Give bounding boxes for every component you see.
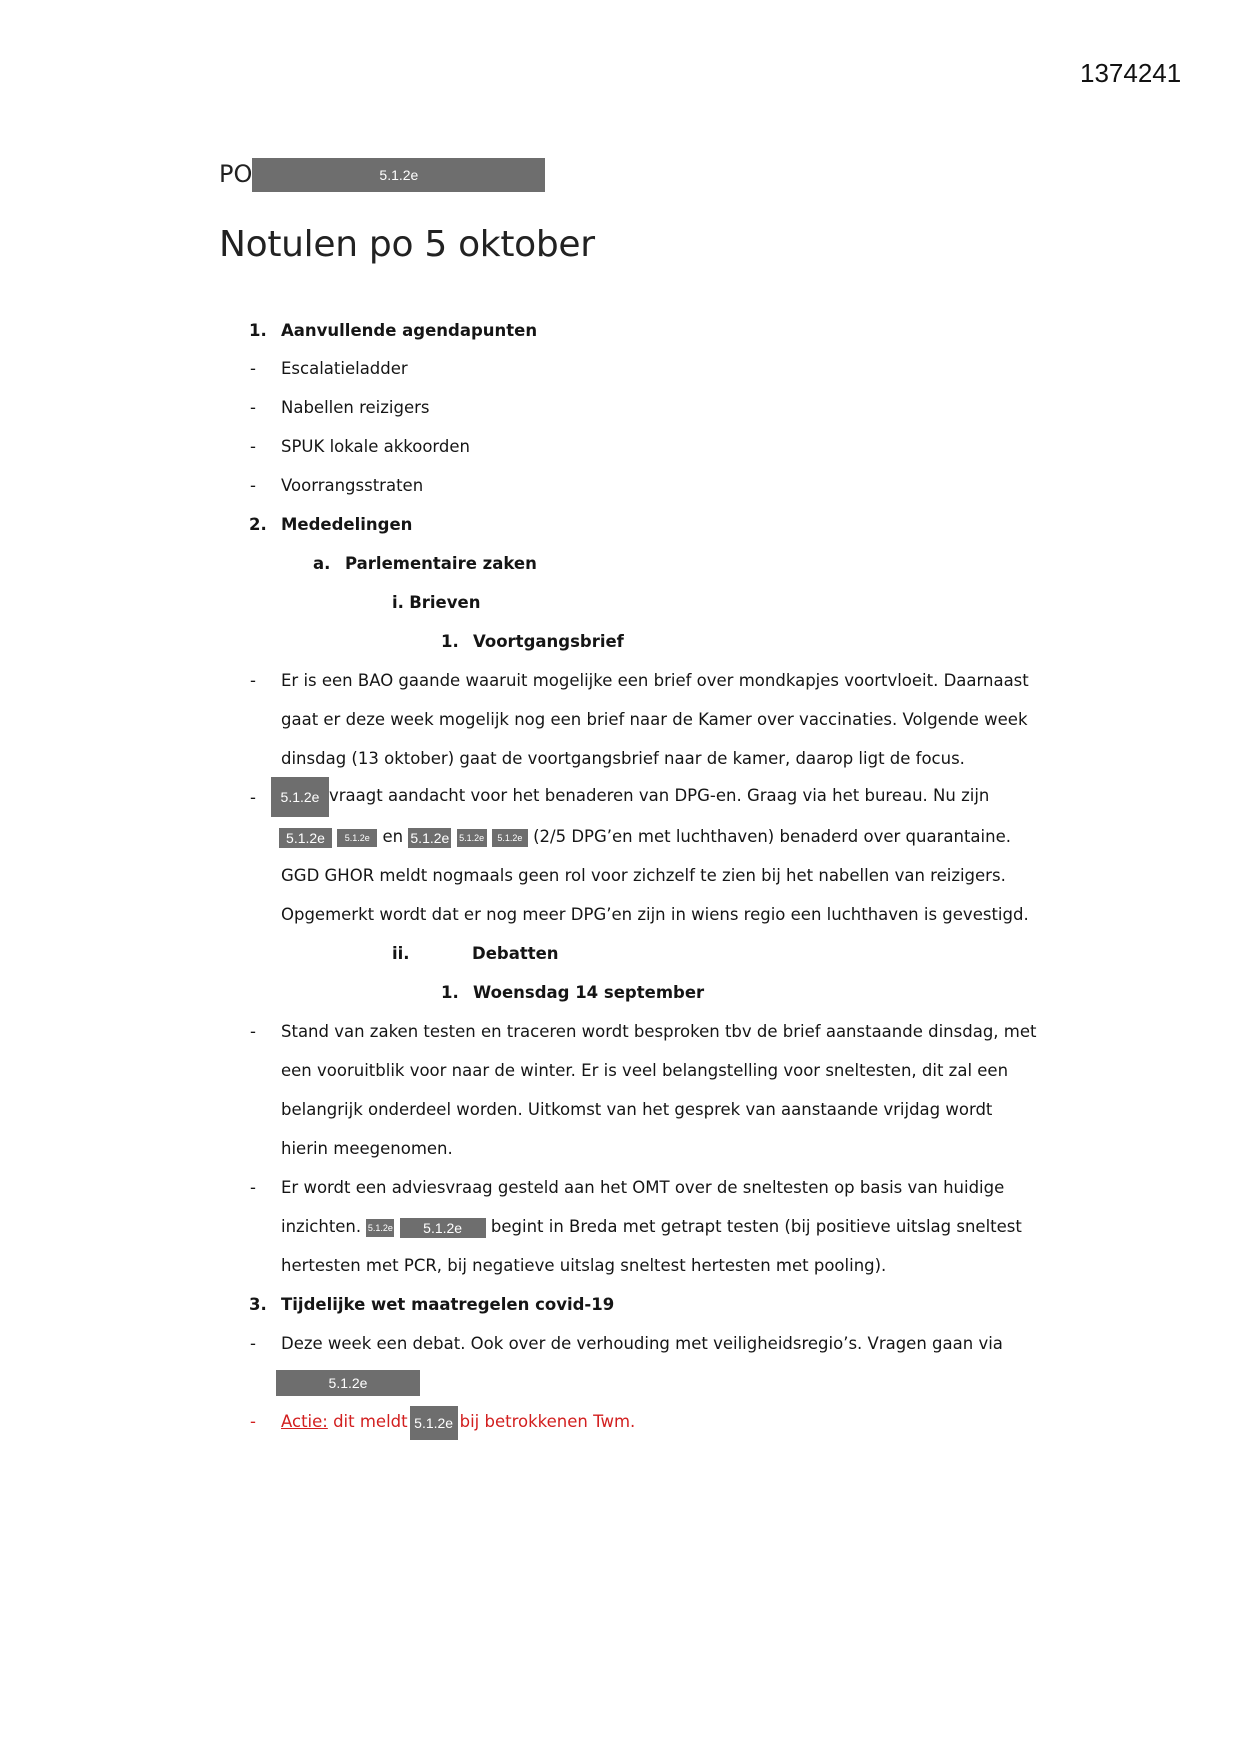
paragraph-line: Stand van zaken testen en traceren wordt besproken tbv de brief aanstaande dinsdag, met xyxy=(281,1022,1037,1041)
subsection-number: ii. xyxy=(392,944,410,963)
redaction-block: 5.1.2e xyxy=(276,1370,420,1396)
subsection-label: Debatten xyxy=(472,944,559,963)
paragraph-text: inzichten. xyxy=(281,1217,362,1236)
subsection-number: a. xyxy=(313,554,331,573)
section-label: Aanvullende agendapunten xyxy=(281,321,538,340)
paragraph-line: Opgemerkt wordt dat er nog meer DPG’en zijn in wiens regio een luchthaven is gevestigd. xyxy=(281,905,1029,924)
list-item: Escalatieladder xyxy=(281,359,408,378)
list-item: Voorrangsstraten xyxy=(281,476,424,495)
paragraph-text: en xyxy=(382,827,404,846)
subsection-number: i. xyxy=(392,593,404,612)
bullet-dash: - xyxy=(250,788,256,807)
paragraph-text: begint in Breda met getrapt testen (bij positieve uitslag sneltest xyxy=(490,1217,1022,1236)
paragraph-line: GGD GHOR meldt nogmaals geen rol voor zichzelf te zien bij het nabellen van reizigers. xyxy=(281,866,1006,885)
list-item: SPUK lokale akkoorden xyxy=(281,437,471,456)
subsection-heading xyxy=(313,553,537,575)
bullet-dash: - xyxy=(250,476,256,495)
paragraph-line: Er is een BAO gaande waaruit mogelijke een brief over mondkapjes voortvloeit. Daarnaast xyxy=(281,671,1029,690)
subsection-label: Parlementaire zaken xyxy=(345,554,537,573)
paragraph-line xyxy=(276,1369,420,1396)
subsection-number: 1. xyxy=(441,983,459,1002)
header-line xyxy=(219,158,545,192)
redaction-block: 5.1.2e xyxy=(252,158,545,192)
paragraph-line: hertesten met PCR, bij negatieve uitslag sneltest hertesten met pooling). xyxy=(281,1256,887,1275)
bullet-dash: - xyxy=(250,437,256,456)
section-number: 2. xyxy=(249,515,267,534)
bullet-dash: - xyxy=(250,398,256,417)
page-title: Notulen po 5 oktober xyxy=(219,224,595,265)
paragraph-line: een vooruitblik voor naar de winter. Er is veel belangstelling voor sneltesten, dit zal een xyxy=(281,1061,1009,1080)
paragraph-line xyxy=(279,826,1011,848)
paragraph-line: Er wordt een adviesvraag gesteld aan het OMT over de sneltesten op basis van huidige xyxy=(281,1178,1005,1197)
paragraph-text: (2/5 DPG’en met luchthaven) benaderd over quarantaine. xyxy=(533,827,1011,846)
action-label: Actie: xyxy=(281,1412,328,1431)
bullet-dash: - xyxy=(250,1412,256,1431)
action-text: dit meldt xyxy=(327,1412,408,1431)
section-heading xyxy=(249,1294,614,1316)
redaction-block: 5.1.2e xyxy=(271,777,329,817)
subsection-label: Brieven xyxy=(409,593,481,612)
subsection-label: Voortgangsbrief xyxy=(473,632,624,651)
redaction-block: 5.1.2e xyxy=(337,829,377,847)
document-id: 1374241 xyxy=(1080,58,1182,88)
paragraph-line: gaat er deze week mogelijk nog een brief naar de Kamer over vaccinaties. Volgende week xyxy=(281,710,1028,729)
paragraph-line: Deze week een debat. Ook over de verhouding met veiligheidsregio’s. Vragen gaan via xyxy=(281,1334,1003,1353)
redaction-block: 5.1.2e xyxy=(279,828,332,848)
subsection-heading xyxy=(392,943,559,965)
redaction-block: 5.1.2e xyxy=(400,1218,486,1238)
subsection-heading xyxy=(441,631,624,653)
section-label: Tijdelijke wet maatregelen covid-19 xyxy=(281,1295,615,1314)
action-line xyxy=(281,1403,635,1441)
section-label: Mededelingen xyxy=(281,515,413,534)
paragraph-line: dinsdag (13 oktober) gaat de voortgangsbrief naar de kamer, daarop ligt de focus. xyxy=(281,749,965,768)
redaction-block: 5.1.2e xyxy=(457,829,487,847)
paragraph-line: hierin meegenomen. xyxy=(281,1139,453,1158)
subsection-heading xyxy=(392,592,480,614)
paragraph-line: belangrijk onderdeel worden. Uitkomst van het gesprek van aanstaande vrijdag wordt xyxy=(281,1100,993,1119)
header-prefix: PO xyxy=(219,160,253,188)
subsection-number: 1. xyxy=(441,632,459,651)
bullet-dash: - xyxy=(250,1022,256,1041)
bullet-dash: - xyxy=(250,1334,256,1353)
paragraph-line xyxy=(271,776,989,817)
paragraph-line xyxy=(281,1216,1022,1238)
list-item: Nabellen reizigers xyxy=(281,398,430,417)
section-number: 3. xyxy=(249,1295,267,1314)
section-heading xyxy=(249,320,537,342)
bullet-dash: - xyxy=(250,359,256,378)
bullet-dash: - xyxy=(250,1178,256,1197)
redaction-block: 5.1.2e xyxy=(408,828,451,848)
subsection-label: Woensdag 14 september xyxy=(473,983,705,1002)
redaction-block: 5.1.2e xyxy=(492,829,528,847)
bullet-dash: - xyxy=(250,671,256,690)
section-heading xyxy=(249,514,412,536)
redaction-block: 5.1.2e xyxy=(366,1219,394,1237)
paragraph-text: vraagt aandacht voor het benaderen van DPG-en. Graag via het bureau. Nu zijn xyxy=(329,786,990,805)
redaction-block: 5.1.2e xyxy=(410,1406,458,1440)
section-number: 1. xyxy=(249,321,267,340)
action-text: bij betrokkenen Twm. xyxy=(459,1412,636,1431)
subsection-heading xyxy=(441,982,704,1004)
